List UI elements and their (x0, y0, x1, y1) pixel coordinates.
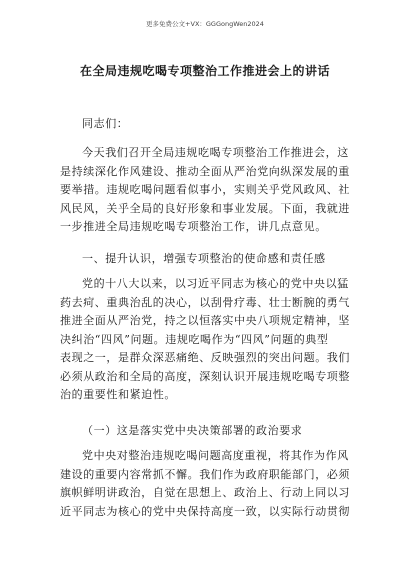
salutation-text: 同志们： (82, 117, 129, 130)
document-title: 在全局违规吃喝专项整治工作推进会上的讲话 (79, 64, 330, 78)
heading-text: 一、提升认识，增强专项整治的使命感和责任感 (82, 252, 326, 265)
paragraph-line: 风民风，关乎全局的良好形象和事业发展。下面，我就进 (60, 201, 350, 215)
paragraph-line: 旗帜鲜明讲政治，自觉在思想上、政治上、行动上同以习 (60, 486, 350, 499)
paragraph-line: 党中央对整治违规吃喝问题高度重视，将其作为作风 (82, 449, 349, 462)
paragraph-line: 建设的重要内容常抓不懈。我们作为政府职能部门，必须 (60, 467, 350, 481)
paragraph-2 (60, 275, 352, 405)
paragraph-line: 要举措。违规吃喝问题看似事小，实则关乎党风政风、社 (60, 183, 350, 196)
paragraph-line: 治的重要性和紧迫性。 (60, 388, 176, 401)
paragraph-line: 推进全面从严治党，持之以恒落实中央八项规定精神，坚 (60, 314, 350, 327)
paragraph-1 (60, 144, 352, 237)
header-note: 更多免费公文+VX：GGGongWen2024 (146, 20, 264, 28)
paragraph-line: 药去疴、重典治乱的决心，以刮骨疗毒、壮士断腕的勇气 (60, 295, 350, 309)
paragraph-line: 表现之一，是群众深恶痛绝、反映强烈的突出问题。我们 (60, 351, 350, 364)
paragraph-3 (60, 447, 352, 521)
paragraph-line: 必须从政治和全局的高度，深刻认识开展违规吃喝专项整 (60, 369, 350, 383)
paragraph-line: 是持续深化作风建设、推动全面从严治党向纵深发展的重 (60, 164, 350, 178)
paragraph-line: 决纠治“四风”问题。违规吃喝作为“四风”问题的典型 (60, 332, 329, 346)
paragraph-line: 一步推进全局违规吃喝专项整治工作，讲几点意见。 (60, 220, 327, 233)
salutation (60, 115, 352, 134)
heading-text: （一）这是落实党中央决策部署的政治要求 (82, 424, 303, 437)
paragraph-line: 党的十八大以来，以习近平同志为核心的党中央以猛 (82, 277, 349, 290)
paragraph-line: 今天我们召开全局违规吃喝专项整治工作推进会，这 (82, 146, 349, 159)
paragraph-line: 近平同志为核心的党中央保持高度一致，以实际行动贯彻 (60, 504, 350, 518)
section-heading-1 (60, 250, 352, 269)
section-heading-2 (60, 422, 352, 441)
